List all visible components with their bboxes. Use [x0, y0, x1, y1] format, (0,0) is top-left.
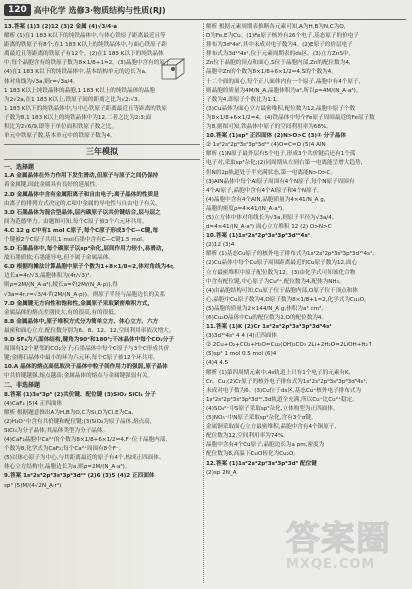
- text-line: 4.C 12 g C中有1 mol C原子,每个C原子形成3个C—C键,每: [4, 227, 159, 234]
- text-line: √3a=4r,r=√3/4·∛(2M/(N_A·ρ))。则原子半径与晶胞边长的关系: [4, 291, 166, 298]
- text-line: (3)AlN晶体中每个Al原子周围有4个N原子,每个N原子周围有: [206, 178, 355, 185]
- text-line: 1s²2s²2p⁶3s²3p⁶3d¹⁰,3d轨道全充满,所以Cu⁺比Cu²⁺稳定。: [206, 396, 358, 403]
- text-line: 积比为2√6/9,即等于单位面积铁原子数之比。: [4, 124, 117, 131]
- text-line: 3.D 石墨晶体为混合型晶体,层内碳原子以共价键结合,层与层之: [4, 209, 161, 216]
- text-line: 6.D 根据均摊法计算晶胞中原子个数为1+8×1/8=2,体对角线为4r,: [4, 264, 175, 271]
- text-line: 11.答案 (1)K (2)Cr 1s²2s²2p⁶3s²3p⁶3d⁵4s¹: [206, 324, 332, 331]
- text-line: (4)CaF₂ (5)4 正四面体: [4, 400, 63, 407]
- text-line: 排布为3d⁶4s²,其中未成对电子数为4。(2)E原子的价层电子: [206, 42, 353, 49]
- text-line: (5)sp² 1 mol 0.5 mol (6)4: [206, 351, 277, 358]
- text-line: 4个Al原子,晶胞中含有4个Al原子和4个N原子。: [206, 187, 323, 194]
- text-line: 解析 (1)第四周期元素中,4s轨道上只有1个电子的元素有K、: [206, 369, 355, 376]
- text-line: 着金属键,因此金属具有良好的延展性。: [4, 182, 101, 189]
- text-line: 则ρ=2M/(N_A·a³),棱长a=∛(2M/(N_A·ρ)),得: [4, 282, 118, 289]
- text-line: 个数为8,化学式为CaF₂;每个Ca²⁺周围有8个F⁻。: [4, 446, 125, 453]
- text-line: D为Fe,E为Cu。(1)Fe原子核外有26个电子,基态原子的价电子: [206, 33, 359, 40]
- text-line: 解析 (1)基态Cu原子的核外电子排布式为1s²2s²2p⁶3s²3p⁶3d¹⁰4s¹。: [206, 251, 378, 258]
- text-line: 未成对电子数为6。(3)Cu位于ds区,基态Cu⁺核外电子排布式为: [206, 387, 362, 394]
- text-line: 子数为8,1 183 K以上的纯铁晶体中为12,二者之比为2:3;面: [4, 114, 152, 121]
- text-line: 则晶胞的质量为4M/N_A,晶胞体积为a³,所以ρ=4M/(N_A·a³)。: [206, 87, 362, 94]
- text-line: (2)Cu晶体中每个Cu原子周围距离最近的Cu原子数为12,面心: [206, 260, 358, 267]
- text-line: 解析 (1)N原子最外层有5个电子,形成3个共价键后还有1个孤: [206, 151, 356, 158]
- crystal-cell-figure: [158, 55, 188, 85]
- text-line: Zn位于晶胞的顶点和面心,S位于晶胞内部,Zn的配位数为4,: [206, 60, 351, 67]
- text-line: 间为范德华力。由题图可知,每个C原子被3个六元环共用。: [4, 218, 148, 225]
- text-line: 10.答案 (1)sp³ 正四面体 (2)N>O>C (3)① 分子晶体: [206, 133, 347, 140]
- text-line: 体对角线为√3a,则r=√3a/4。: [4, 78, 79, 85]
- text-line: (4)由晶胞结构可知,Cu原子位于晶胞内部,O原子位于顶点和体: [206, 287, 358, 294]
- text-line: 为2√2a,在1 183 K以上,铁原子间的距离之比为√2:√3。: [4, 96, 144, 103]
- text-line: (4)4 4.5: [206, 360, 229, 367]
- text-line: (4)SO₄²⁻中S原子采取sp³杂化,立体构型为正四面体。: [206, 405, 339, 412]
- text-line: 为8,据图可知,铁晶体中原子的空间利用率为68%。: [206, 124, 332, 131]
- text-line: (2)H₃O⁺中含有共价键和配位键;(3)SiO₂为原子晶体,熔点高,: [4, 418, 152, 425]
- text-line: 晶胞的密度ρ=4×41/(N_A·a³)。: [206, 205, 288, 212]
- text-line: (5)NO₃⁻中N原子采取sp²杂化,含有3个σ键。: [206, 415, 317, 422]
- text-line: 个键被2个C原子共用,1 mol石墨中含有C—C键1.5 mol。: [4, 236, 148, 243]
- text-line: 2.D 金属晶体中含有金属阳离子和自由电子;离子晶体的性质是: [4, 191, 159, 198]
- text-line: 距离的铁原子有8个;在1 183 K以上的纯铁晶体中,与面心铁原子距: [4, 42, 167, 49]
- subhead-non-choice: 二、非选择题: [4, 382, 41, 390]
- text-line: 最密和面心立方,配位数分别为6、8、12、12,空间利用率依次增大。: [4, 327, 175, 334]
- right-body-block: [206, 23, 406, 478]
- text-line: (3)Cu晶体为面心立方最密堆积,配位数为12,晶胞中原子个数: [206, 105, 356, 112]
- text-line: 1 183 K以下的纯铁晶体中,与中心铁原子距离最近且等距离的铁原: [4, 105, 168, 112]
- text-line: 边长a=4r/√3,晶胞体积为(4r/√3)³。: [4, 273, 95, 280]
- text-line: Cr、Cu;(2)Cr原子的核外电子排布式为1s²2s²2p⁶3s²3p⁶3d⁵4s¹,: [206, 378, 368, 385]
- text-line: (2)sp 2N_A: [206, 469, 237, 476]
- text-line: 十二个面的面心,每个正八面体内有一个原子,晶胞中有4个原子,: [206, 78, 361, 85]
- book-title: 高中化学 选修3·物质结构与性质(RJ): [33, 5, 166, 15]
- text-line: 配位数为12,空间利用率为74%。: [206, 433, 289, 440]
- text-line: 10.A 晶体的熔点高低取决于晶体中粒子间作用力的强弱,原子晶体: [4, 364, 168, 371]
- text-line: 排布式为3d¹⁰4s¹,位于元素周期表的ds区。(3)立方ZnS中,: [206, 51, 351, 58]
- text-line: 但N的2p轨道处于半充满状态,第一电离能N>O>C。: [206, 169, 337, 176]
- right-column: [206, 23, 406, 583]
- text-line: 单元中铁原子数,基本单元中的铁原子数为4。: [4, 133, 116, 140]
- text-line: 故石墨质软;石墨能导电,但不属于金属晶体。: [4, 255, 114, 262]
- text-line: 9.D SF₆为八面体结构,键角为90°和180°;干冰晶体中每个CO₂分子: [4, 337, 174, 343]
- text-line: 配位数为8,高温下CuO转化为Cu₂O。: [206, 451, 299, 458]
- text-line: 周围有12个紧邻的CO₂分子;石墨晶体中每个C原子与3个C形成共价: [4, 346, 170, 353]
- left-body-block: [4, 172, 200, 381]
- text-line: 中共价键越强,熔点越高;金属晶体的熔点与金属键强弱有关。: [4, 373, 154, 380]
- text-line: 为8×1/8+6×1/2=4。(4)铁晶体中每个Fe原子周围最近的Fe原子数: [206, 114, 375, 121]
- text-line: 电子对,采取sp³杂化;(2)同周期从左到右第一电离能呈增大趋势,: [206, 160, 363, 167]
- text-line: 1.A 金属晶体在外力作用下发生滑动,但原子与原子之间仍保持: [4, 173, 159, 180]
- text-line: 键;金刚石晶体中最小的环为六元环,每个C原子被12个环共用。: [4, 355, 159, 362]
- text-line: 解析 根据题意推出A为H,B为O,C为Si,D为Cl,E为Ca,: [4, 409, 134, 416]
- text-line: 心,晶胞中Cu原子数为4,O原子数为8×1/8+1=2,化学式为Cu₂O。: [206, 296, 370, 303]
- text-line: 10.答案 (1)1s²2s²2p⁶3s²3p⁶3d¹⁰4s¹: [206, 233, 311, 240]
- subhead-choice: 一、选择题: [4, 164, 35, 172]
- text-line: d=4×41/(N_A·a³) 面心立方堆积 12 (2) O>N>C: [206, 224, 332, 231]
- text-line: (6)Cu₂O晶体中Cu的配位数为2,O的配位数为4。: [206, 315, 328, 321]
- text-line: SiCl₄为分子晶体,其晶体类型为分子晶体。: [4, 427, 109, 434]
- text-line: 立方最密堆积中原子配位数为12。(3)由化学式可知该化合物: [206, 269, 356, 276]
- watermark-logo: 答案圈 MXQE.COM: [286, 519, 391, 572]
- text-line: (5)以体心原子为中心,与其距离最近的原子有4个,构成正四面体。: [4, 455, 165, 462]
- left-bottom-block: [4, 391, 200, 491]
- text-line: 金属铜采取面心立方最密堆积,晶胞中含有4个铜原子,: [206, 424, 337, 431]
- text-line: (4)CaF₂晶胞中Ca²⁺的个数为8×1/8+6×1/2=4,F⁻位于晶胞内部,: [4, 437, 168, 444]
- text-line: ② 1s²2s²2p⁶3s²3p⁶3d¹⁰ (4)O=C=O (5)4 AlN: [206, 142, 326, 149]
- text-line: 解析 (1)在1 183 K以下的纯铁晶体中,与体心铁原子距离最近且等: [4, 33, 166, 40]
- text-line: 中,每个晶胞含有的铁原子数为8×1/8+1=2。(3)晶胞中含有的原子: [4, 60, 171, 67]
- page-number: 120: [4, 4, 31, 16]
- page-header: [4, 3, 166, 17]
- text-line: 解析 根据元素周期表推断各元素可知,A为H,B为N,C为O,: [206, 24, 346, 30]
- text-line: 13.答案 (1)3 (2)12 (3)2 金属 (4)√3/4·a: [4, 24, 118, 30]
- text-line: 金属晶体的熔点差别较大,有的很高,有的很低。: [4, 309, 120, 316]
- text-line: 子数为4,即原子个数比为1:1。: [206, 96, 282, 103]
- text-line: 5.D 石墨晶体中,每个碳原子以sp²杂化,层间作用力较小,易滑动,: [4, 246, 164, 253]
- text-line: sp³ (5)M/(4√2N_A·r³): [4, 482, 62, 489]
- left-column: [4, 23, 200, 583]
- text-line: 12.答案 (1)1s²2s²2p⁶3s²3p⁶3d⁵ 配位键: [206, 460, 317, 467]
- text-line: 8.答案 (1)3s²3p⁵ (2)共价键、配位键 (3)SiO₂ SiCl₄ 分子: [4, 391, 156, 398]
- text-line: 晶胞中Zn的个数为8×1/8+6×1/2=4,S的个数为4。: [206, 69, 337, 76]
- text-line: ② 2Cu+O₂+CO₂+H₂O=Cu₂(OH)₂CO₃ 2Li+2H₂O=2LiOH+H₂↑: [206, 342, 373, 349]
- text-line: (2)12 (3)4: [206, 242, 235, 249]
- text-line: 由离子的排列方式决定的,C项中金属的导电性与自由电子有关。: [4, 200, 161, 207]
- text-line: 9.答案 1s²2s²2p⁶3s²3p⁶3d¹⁰ (2)6 (3)5 (4)2 正四面体: [4, 473, 155, 480]
- text-line: (5)晶胞的质量为2×144/N_A g,体积为a³ cm³。: [206, 305, 327, 312]
- text-line: 离最近且等距离的铁原子有12个。(2)在1 183 K以下的纯铁晶体: [4, 51, 164, 58]
- text-line: 晶胞中含有4个Cu原子,晶胞边长为a pm,密度为: [206, 442, 325, 449]
- column-divider: [203, 23, 204, 583]
- text-line: 8.B 金属晶体中,原子堆积方式分为简单立方、体心立方、六方: [4, 318, 159, 325]
- text-line: 体心立方结构中,晶胞边长为a,则ρ=2M/(N_A·a³)。: [4, 464, 131, 471]
- text-line: (4)在1 183 K以下的纯铁晶体中,基本结构单元的边长为a,: [4, 69, 147, 76]
- text-line: (3)3d¹⁰4s¹ 4 4 (4)正四面体: [206, 333, 277, 340]
- section-title: 三年模拟: [4, 144, 200, 160]
- text-line: (5)立方体中体对角线长为√3a,则原子半径为√3a/4。: [206, 214, 338, 221]
- text-line: 中含有配位键,中心原子为Cu²⁺,配位数为4,配体为NH₃。: [206, 278, 345, 285]
- header-rule: [4, 19, 406, 20]
- text-line: 1 183 K以上纯铁晶体的晶胞,1 183 K以上的纯铁晶体的晶胞: [4, 87, 155, 94]
- text-line: (4)晶胞中含有4个AlN,晶胞质量为4×41/N_A g,: [206, 196, 326, 203]
- text-line: 7.D 金属键无方向性和饱和性,金属原子采取紧密堆积方式,: [4, 300, 150, 307]
